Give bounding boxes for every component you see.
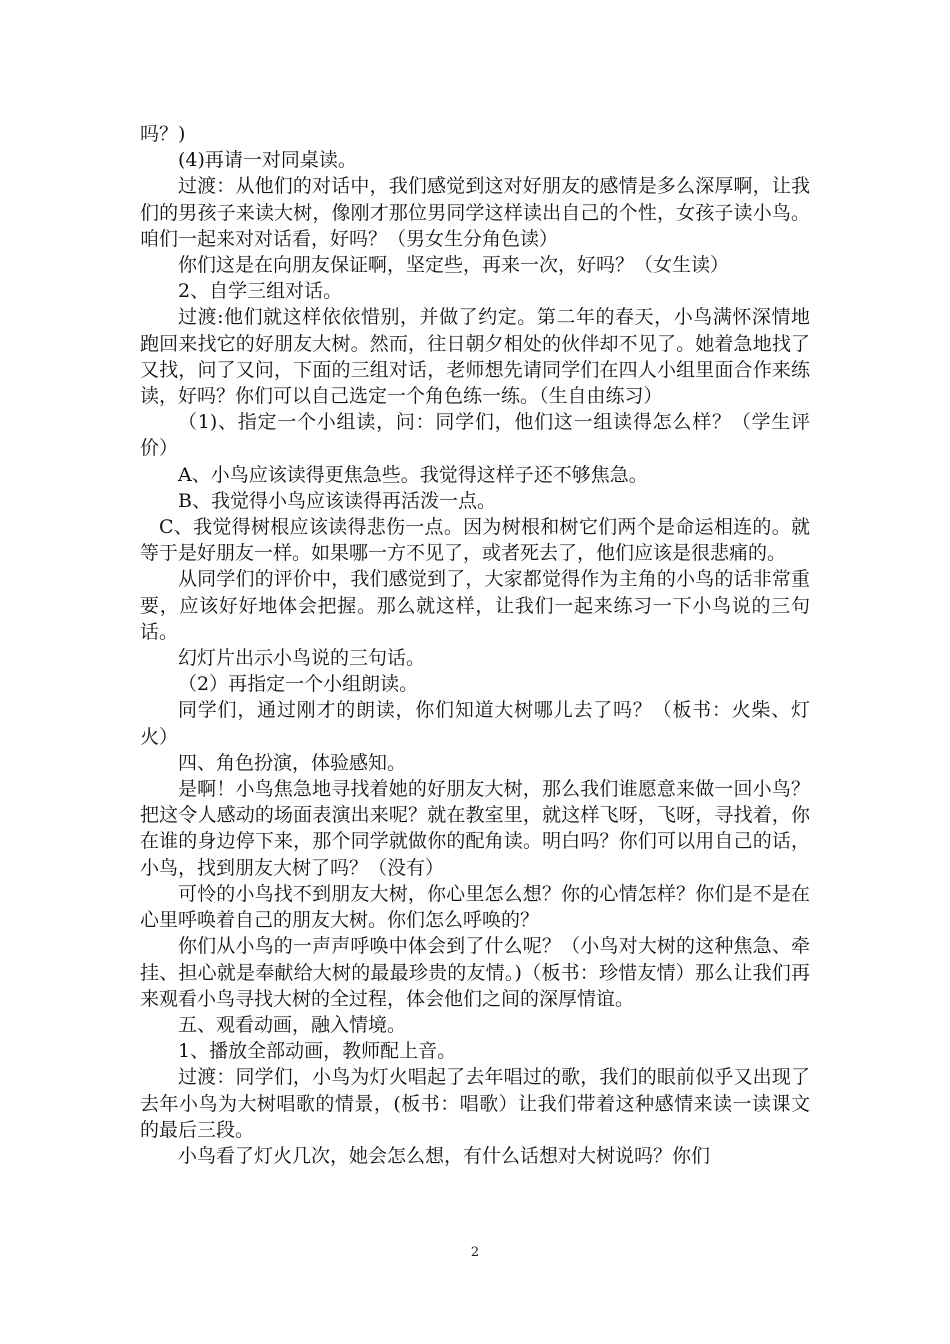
section-heading: 四、角色扮演，体验感知。 <box>178 751 407 774</box>
paragraph: 过渡：从他们的对话中，我们感觉到这对好朋友的感情是多么深厚啊，让我们的男孩子来读大树，像刚才那位男同学这样读出自己的个性，女孩子读小鸟。咱们一起来对对话看，好吗？（男女生分角色读） <box>140 175 810 250</box>
paragraph: B、我觉得小鸟应该读得再活泼一点。 <box>178 489 496 512</box>
document-body <box>140 121 810 1169</box>
paragraph: 过渡：同学们，小鸟为灯火唱起了去年唱过的歌，我们的眼前似乎又出现了去年小鸟为大树唱歌的情景，(板书：唱歌）让我们带着这种感情来读一读课文的最后三段。 <box>140 1066 810 1141</box>
paragraph: A、小鸟应该读得更焦急些。我觉得这样子还不够焦急。 <box>178 463 648 486</box>
paragraph: （1)、指定一个小组读，问：同学们，他们这一组读得怎么样？（学生评价） <box>140 411 810 460</box>
paragraph: 小鸟看了灯火几次，她会怎么想，有什么话想对大树说吗？你们 <box>178 1144 711 1167</box>
paragraph: 同学们，通过刚才的朗读，你们知道大树哪儿去了吗？（板书：火柴、灯火） <box>140 699 810 748</box>
section-item: 2、自学三组对话。 <box>178 280 343 303</box>
paragraph: 可怜的小鸟找不到朋友大树，你心里怎么想？你的心情怎样？你们是不是在心里呼唤着自己的朋友大树。你们怎么呼唤的？ <box>140 882 810 932</box>
paragraph: 是啊！小鸟焦急地寻找着她的好朋友大树，那么我们谁愿意来做一回小鸟？把这令人感动的场面表演出来呢？就在教室里，就这样飞呀，飞呀，寻找着，你在谁的身边停下来，那个同学就做你的配角读。明白吗？你们可以用自己的话，小鸟，找到朋友大树了吗？（没有） <box>140 778 810 879</box>
paragraph: 吗？) <box>140 123 186 145</box>
paragraph: 过渡:他们就这样依依惜别，并做了约定。第二年的春天，小鸟满怀深情地跑回来找它的好朋友大树。然而，往日朝夕相处的伙伴却不见了。她着急地找了又找，问了又问，下面的三组对话，老师想先请同学们在四人小组里面合作来练读，好吗？你们可以自己选定一个角色练一练。（生自由练习） <box>140 306 810 408</box>
paragraph: （2）再指定一个小组朗读。 <box>178 673 419 696</box>
paragraph: 幻灯片出示小鸟说的三句话。 <box>178 647 426 670</box>
paragraph: 从同学们的评价中，我们感觉到了，大家都觉得作为主角的小鸟的话非常重要，应该好好地体会把握。那么就这样，让我们一起来练习一下小鸟说的三句话。 <box>140 568 810 643</box>
section-heading: 五、观看动画，融入情境。 <box>178 1013 407 1036</box>
section-item: 1、播放全部动画，教师配上音。 <box>178 1040 457 1063</box>
paragraph: (4)再请一对同桌读。 <box>178 149 357 172</box>
paragraph: 你们这是在向朋友保证啊，坚定些，再来一次，好吗？（女生读） <box>178 254 730 277</box>
paragraph: 你们从小鸟的一声声呼唤中体会到了什么呢？（小鸟对大树的这种焦急、牵挂、担心就是奉献给大树的最最珍贵的友情。)（板书：珍惜友情）那么让我们再来观看小鸟寻找大树的全过程，体会他们之间的深厚情谊。 <box>140 935 810 1010</box>
page-number: 2 <box>470 1245 480 1260</box>
paragraph: C、我觉得树根应该读得悲伤一点。因为树根和树它们两个是命运相连的。就等于是好朋友一样。如果哪一方不见了，或者死去了，他们应该是很悲痛的。 <box>140 516 810 565</box>
